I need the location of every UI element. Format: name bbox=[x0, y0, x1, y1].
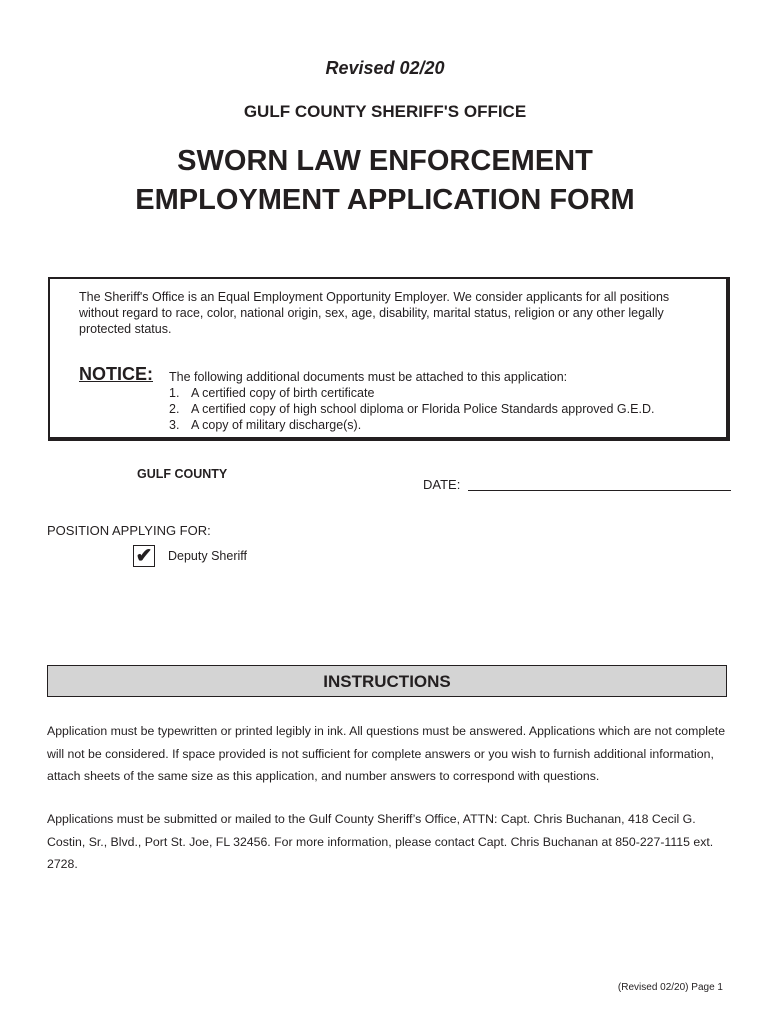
list-item-number: 1. bbox=[169, 386, 180, 400]
list-item-text: A certified copy of birth certificate bbox=[191, 386, 375, 400]
office-name: GULF COUNTY SHERIFF'S OFFICE bbox=[243, 102, 527, 121]
list-item bbox=[169, 385, 654, 401]
check-mark-icon: ✔ bbox=[135, 545, 153, 567]
list-item-number: 2. bbox=[169, 402, 180, 416]
date-field[interactable] bbox=[468, 490, 731, 491]
notice-text bbox=[169, 369, 654, 433]
eeo-statement: The Sheriff's Office is an Equal Employment Opportunity Employer. We consider applicants for all positions without regard to race, color, national origin, sex, age, disability, marital status, religion or any other legally protected status. bbox=[79, 290, 670, 336]
instructions-heading: INSTRUCTIONS bbox=[47, 665, 727, 697]
county-label: GULF COUNTY bbox=[137, 467, 228, 481]
revision-label: Revised 02/20 bbox=[325, 58, 445, 78]
position-label: POSITION APPLYING FOR: bbox=[47, 523, 211, 538]
list-item-number: 3. bbox=[169, 418, 180, 432]
instructions-paragraph-2: Applications must be submitted or mailed to the Gulf County Sheriff’s Office, ATTN: Capt. Chris Buchanan, 418 Cecil G. Costin, Sr., Blvd., Port St. Joe, FL 32456. For more information, please contact Capt. Chris Buchanan at 850-227-1115 ext. 2728. bbox=[47, 812, 714, 871]
list-item bbox=[169, 417, 654, 433]
list-item-text: A copy of military discharge(s). bbox=[191, 418, 362, 432]
page-title-line1: SWORN LAW ENFORCEMENT bbox=[177, 145, 593, 177]
list-item bbox=[169, 401, 654, 417]
page-footer: (Revised 02/20) Page 1 bbox=[617, 982, 723, 993]
deputy-sheriff-label: Deputy Sheriff bbox=[168, 549, 247, 563]
list-item-text: A certified copy of high school diploma or Florida Police Standards approved G.E.D. bbox=[191, 402, 655, 416]
page-title-line2: EMPLOYMENT APPLICATION FORM bbox=[135, 184, 635, 216]
required-documents-list bbox=[169, 385, 654, 433]
date-label: DATE: bbox=[423, 477, 461, 492]
deputy-sheriff-checkbox[interactable] bbox=[133, 545, 155, 567]
notice-intro: The following additional documents must be attached to this application: bbox=[169, 370, 568, 384]
instructions-paragraph-1: Application must be typewritten or printed legibly in ink. All questions must be answered. Applications which are not complete will not be considered. If space provided is not sufficient for complete answers or you wish to furnish additional information, attach sheets of the same size as this application, and number answers to correspond with questions. bbox=[47, 724, 726, 783]
notice-label: NOTICE: bbox=[79, 364, 153, 384]
